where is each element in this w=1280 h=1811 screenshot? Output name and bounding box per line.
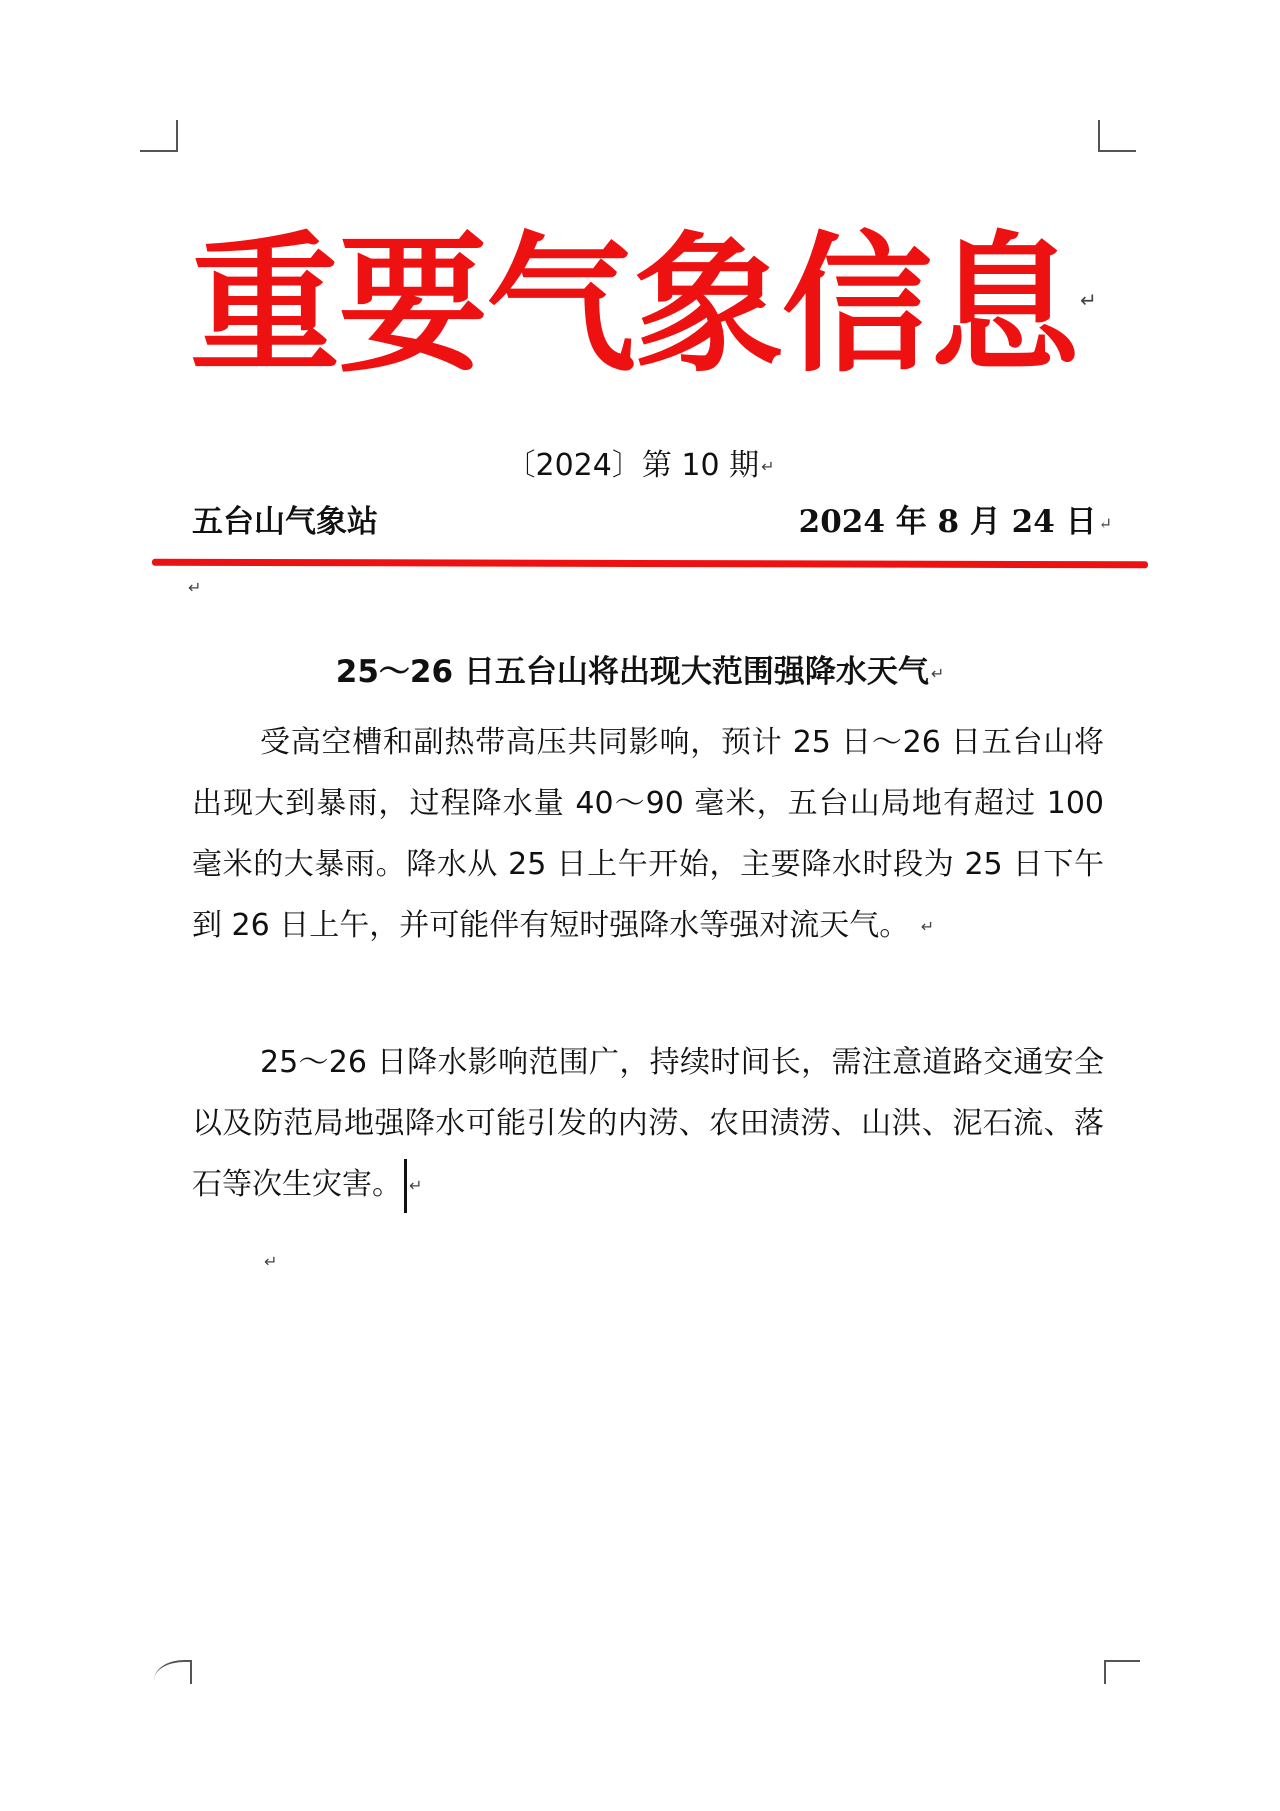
crop-mark-top-right <box>1098 120 1136 152</box>
body-paragraph-2-text: 25～26 日降水影响范围广，持续时间长，需注意道路交通安全以及防范局地强降水可能引发的内涝、农田渍涝、山洪、泥石流、落石等次生灾害。 <box>192 1045 1104 1202</box>
paragraph-mark-icon: ↵ <box>761 457 775 476</box>
station-name: 五台山气象站 <box>192 504 378 540</box>
text-cursor <box>404 1159 407 1213</box>
paragraph-mark-icon: ↵ <box>920 917 935 936</box>
crop-mark-bottom-left <box>154 1660 192 1684</box>
paragraph-mark-icon: ↵ <box>264 1252 278 1271</box>
issue-number <box>0 440 1280 484</box>
headline-text: 25～26 日五台山将出现大范围强降水天气 <box>335 654 929 690</box>
document-title <box>190 210 1110 393</box>
issue-date-text: 2024 年 8 月 24 日 <box>798 504 1097 540</box>
red-divider-rule <box>152 559 1148 569</box>
headline <box>0 646 1280 691</box>
body-paragraph-2[interactable] <box>192 1032 1104 1216</box>
paragraph-mark-icon: ↵ <box>409 1176 423 1195</box>
paragraph-mark-icon: ↵ <box>188 578 202 597</box>
issue-number-text: 〔2024〕第 10 期 <box>505 448 760 483</box>
document-title-text: 重要气象信息 <box>190 219 1079 393</box>
body-paragraph-1-text: 受高空槽和副热带高压共同影响，预计 25 日～26 日五台山将出现大到暴雨，过程降水量 40～90 毫米，五台山局地有超过 100 毫米的大暴雨。降水从 25 日上午开始，主要降水时段为 25 日下午到 26 日上午，并可能伴有短时强降水等强对流天气。 <box>192 725 1104 943</box>
paragraph-mark-icon: ↵ <box>1098 514 1112 533</box>
crop-mark-top-left <box>140 120 178 152</box>
issue-date <box>799 496 1112 541</box>
header-row <box>192 496 1112 544</box>
paragraph-mark-icon: ↵ <box>930 664 945 683</box>
paragraph-mark-icon: ↵ <box>1080 288 1095 312</box>
crop-mark-bottom-right <box>1104 1660 1140 1684</box>
body-paragraph-1[interactable] <box>192 712 1104 957</box>
